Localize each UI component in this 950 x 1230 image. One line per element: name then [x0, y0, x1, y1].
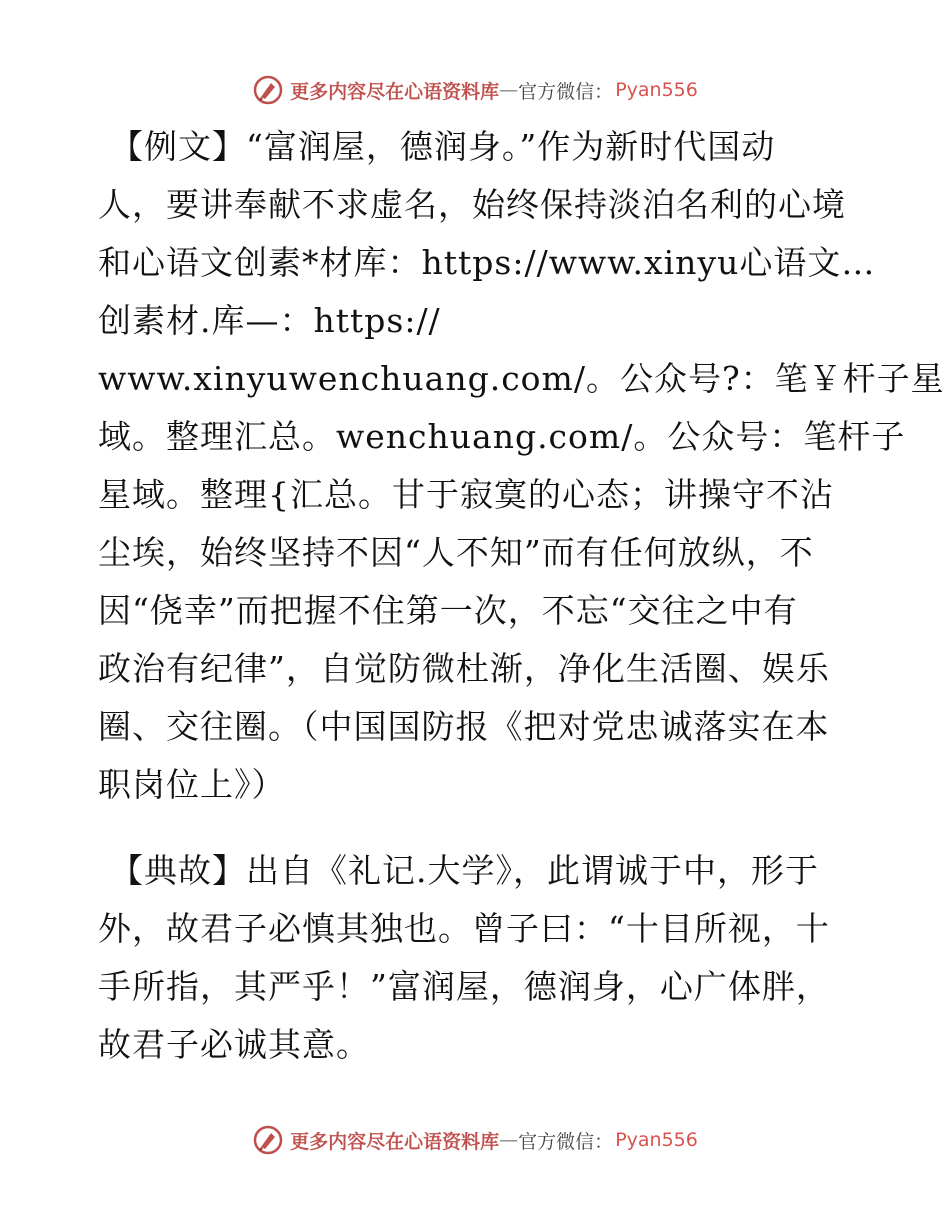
- pen-nib-logo-icon: [252, 1124, 284, 1156]
- text-line: 创素材.库—：https://: [98, 301, 441, 340]
- banner-separator: —: [499, 1129, 519, 1151]
- document-body: [98, 118, 945, 1074]
- banner-wechat-label: 官方微信：: [518, 1130, 614, 1153]
- text-line: 和心语文创素*材库：https://www.xinyu心语文…: [98, 243, 876, 282]
- banner-wechat-id: Pyan556: [615, 1129, 698, 1151]
- paragraph-gap: [98, 814, 858, 842]
- text-line: 圈、交往圈。（中国国防报《把对党忠诚落实在本: [98, 707, 830, 746]
- text-line: 星域。整理{汇总。甘于寂寞的心态；讲操守不沾: [98, 475, 834, 514]
- paragraph-allusion: [98, 842, 858, 1074]
- footer-watermark-banner: [0, 1120, 950, 1160]
- text-line: 【例文】“富润屋，德润身。”作为新时代国动: [110, 127, 776, 166]
- text-line: 因“侥幸”而把握不住第一次，不忘“交往之中有: [98, 591, 798, 630]
- text-line: 域。整理汇总。wenchuang.com/。公众号：笔杆子: [98, 417, 906, 456]
- text-line: 故君子必诚其意。: [98, 1025, 370, 1064]
- banner-separator: —: [499, 79, 519, 101]
- text-line: 手所指，其严乎！”富润屋，德润身，心广体胖，: [98, 967, 830, 1006]
- text-line: 尘埃，始终坚持不因“人不知”而有任何放纵，不: [98, 533, 814, 572]
- banner-slogan: 更多内容尽在心语资料库: [290, 80, 500, 103]
- banner-wechat-label: 官方微信：: [518, 80, 614, 103]
- text-line: 【典故】出自《礼记.大学》，此谓诚于中，形于: [110, 851, 819, 890]
- text-line: 职岗位上》）: [98, 765, 286, 804]
- banner-wechat-id: Pyan556: [615, 79, 698, 101]
- text-line: 外，故君子必慎其独也。曾子曰：“十目所视，十: [98, 909, 830, 948]
- header-watermark-banner: [0, 70, 950, 110]
- text-line: 人，要讲奉献不求虚名，始终保持淡泊名利的心境: [98, 185, 846, 224]
- banner-slogan: 更多内容尽在心语资料库: [290, 1130, 500, 1153]
- pen-nib-logo-icon: [252, 74, 284, 106]
- text-line: 政治有纪律”，自觉防微杜渐，净化生活圈、娱乐: [98, 649, 830, 688]
- text-line: www.xinyuwenchuang.com/。公众号?：笔￥杆子星: [98, 359, 945, 398]
- paragraph-example: [98, 118, 945, 814]
